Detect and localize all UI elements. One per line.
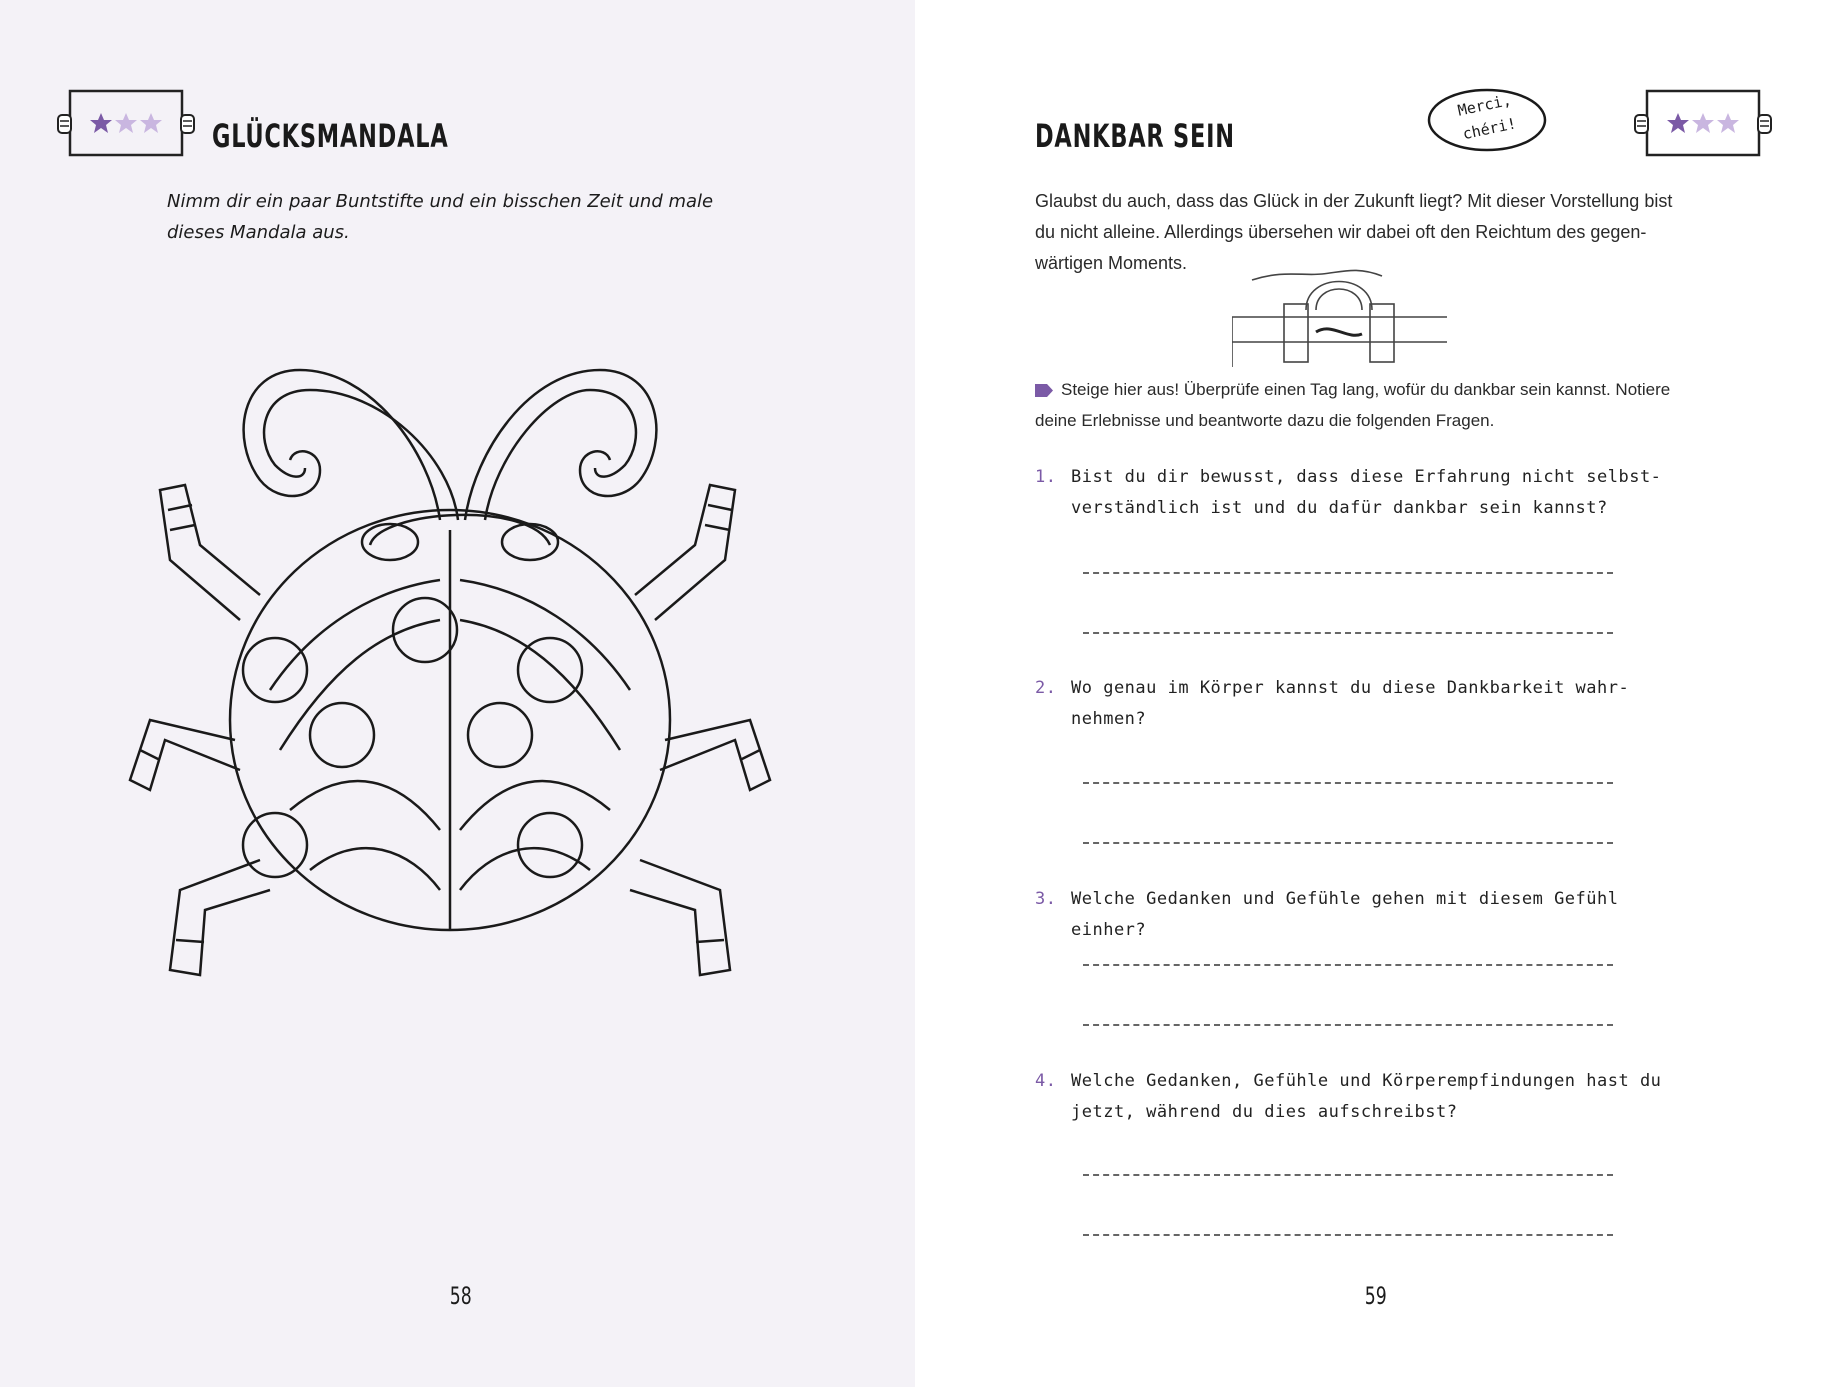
answer-line[interactable] bbox=[1083, 1024, 1613, 1026]
answer-line[interactable] bbox=[1083, 964, 1613, 966]
bubble-line: chéri! bbox=[1461, 114, 1518, 144]
question-text: Welche Gedanken und Gefühle gehen mit diesem Gefühl einher? bbox=[1071, 889, 1619, 940]
speech-bubble bbox=[1426, 87, 1548, 153]
difficulty-sign-left bbox=[56, 88, 196, 160]
question-number: 4. bbox=[1035, 1071, 1057, 1091]
question-number: 2. bbox=[1035, 678, 1057, 698]
star-icon bbox=[115, 113, 137, 133]
page-title: GLÜCKSMANDALA bbox=[212, 117, 449, 155]
star-icon bbox=[1667, 113, 1689, 133]
intro-text: Nimm dir ein paar Buntstifte und ein bisschen Zeit und male dieses Mandala aus. bbox=[167, 191, 714, 243]
star-icon bbox=[1717, 113, 1739, 133]
intro-text: Glaubst du auch, dass das Glück in der Zukunft liegt? Mit dieser Vorstellung bist du nicht alleine. Allerdings übersehen wir dabei oft den Reichtum des gegen-wärtigen Moments. bbox=[1035, 191, 1673, 273]
question-1 bbox=[1035, 462, 1675, 524]
question-number: 1. bbox=[1035, 467, 1057, 487]
instruction-text bbox=[1035, 374, 1675, 436]
answer-line[interactable] bbox=[1083, 572, 1613, 574]
answer-line[interactable] bbox=[1083, 1234, 1613, 1236]
gate-illustration bbox=[1232, 262, 1447, 367]
ladybug-mandala-illustration bbox=[110, 330, 800, 1010]
answer-line[interactable] bbox=[1083, 842, 1613, 844]
instruction-label: Steige hier aus! Überprüfe einen Tag lang, wofür du dankbar sein kannst. Notiere deine Erlebnisse und beantworte dazu die folgenden Fragen. bbox=[1035, 380, 1671, 430]
question-text: Bist du dir bewusst, dass diese Erfahrung nicht selbst-verständlich ist und du dafür dankbar sein kannst? bbox=[1071, 467, 1662, 518]
question-text: Welche Gedanken, Gefühle und Körperempfindungen hast du jetzt, während du dies aufschreibst? bbox=[1071, 1071, 1662, 1122]
page-title: DANKBAR SEIN bbox=[1035, 117, 1235, 155]
question-text: Wo genau im Körper kannst du diese Dankbarkeit wahr-nehmen? bbox=[1071, 678, 1630, 729]
question-4 bbox=[1035, 1066, 1675, 1128]
star-icon bbox=[90, 113, 112, 133]
question-3 bbox=[1035, 884, 1675, 946]
page-number: 59 bbox=[1364, 1282, 1387, 1310]
answer-line[interactable] bbox=[1083, 632, 1613, 634]
difficulty-sign-right bbox=[1633, 88, 1773, 160]
answer-line[interactable] bbox=[1083, 1174, 1613, 1176]
arrow-tag-icon bbox=[1035, 384, 1053, 397]
question-2 bbox=[1035, 673, 1675, 735]
question-number: 3. bbox=[1035, 889, 1057, 909]
star-icon bbox=[140, 113, 162, 133]
bubble-line: Merci, bbox=[1456, 90, 1513, 120]
answer-line[interactable] bbox=[1083, 782, 1613, 784]
star-icon bbox=[1692, 113, 1714, 133]
page-number: 58 bbox=[449, 1282, 472, 1310]
